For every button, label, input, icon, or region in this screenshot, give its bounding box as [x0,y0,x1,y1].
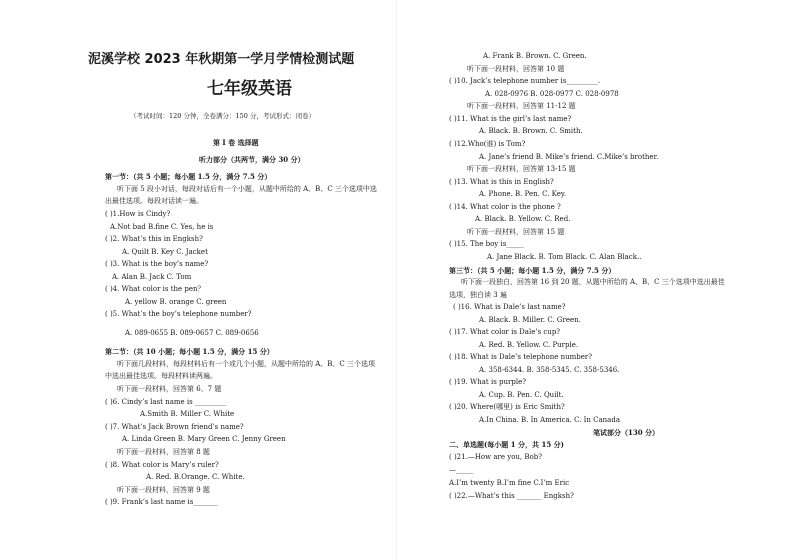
question-17-options: A. Red. B. Yellow. C. Purple. [479,341,579,349]
question-14-options: A. Black. B. Yellow. C. Red. [475,215,571,223]
section1-title: 第一节：（共 5 小题；每小题 1.5 分，满分 7.5 分） [105,172,272,181]
material-heading-10: 听下面一段材料，回答第 10 题 [467,65,565,73]
question-4: ( )4. What color is the pen？ [105,285,205,293]
section3-instruction-cont: 选项，独白读 3 遍 [449,291,507,299]
question-21-answer-blank: —_____ [449,466,474,474]
written-section-heading: 笔试部分（130 分） [593,428,660,437]
question-9-options: A. Frank B. Brown. C. Green. [483,52,587,60]
question-7: ( )7. What’s Jack Brown friend’s name? [105,423,244,431]
question-7-options: A. Linda Green B. Mary Green C. Jenny Green [122,435,286,443]
question-15: ( )15. The boy is_____ [449,240,524,248]
question-8-options: A. Red. B.Orange. C. White. [146,473,245,481]
question-13-options: A. Phone. B. Pen. C. Key. [479,190,567,198]
section2-instruction: 听下面几段材料，每段材料后有一个或几个小题，从题中所给的 A、B、C 三个选项 [117,360,376,368]
question-3-options: A. Alan B. Jack C. Tom [112,273,192,281]
question-4-options: A. yellow B. orange C. green [125,298,227,306]
section3-title: 第三节：（共 5 小题；每小题 1.5 分，满分 7.5 分） [449,266,616,275]
right-column [397,0,777,560]
material-heading-15: 听下面一段材料，回答第 15 题 [467,228,565,236]
section1-instruction: 听下面 5 段小对话，每段对话后有一个小题，从题中所给的 A、B、C 三个选项中选 [117,185,377,193]
listening-heading: 听力部分（共两节，满分 30 分） [199,155,305,164]
section1-instruction-cont: 出最佳选项。每段对话读一遍。 [105,197,203,205]
question-17: ( )17. What color is Dale’s cup? [449,328,561,336]
question-11-options: A. Black. B. Brown. C. Smith. [479,127,583,135]
question-3: ( )3. What is the boy’s name? [105,260,209,268]
question-1-options: A.Not bad B.fine C. Yes, he is [110,223,214,231]
question-6-options: A.Smith B. Miller C. White [140,410,235,418]
material-heading-11-12: 听下面一段材料，回答第 11-12 题 [467,102,576,110]
question-5-options: A. 089-0655 B. 089-0657 C. 089-0656 [125,329,259,337]
question-14: ( )14. What color is the phone ? [449,203,561,211]
exam-info: （考试时间：120 分钟，全卷满分：150 分，考试形式：闭卷） [130,112,315,120]
volume-heading: 第 I 卷 选择题 [213,138,259,147]
question-2-options: A. Quilt B. Key C. Jacket [122,248,208,256]
question-11: ( )11. What is the girl’s last name? [449,115,572,123]
question-18: ( )18. What is Dale’s telephone number? [449,353,593,361]
question-15-options: A. Jane Black. B. Tom Black. C. Alan Black.. [487,253,642,261]
question-22: ( )22.—What’s this _______ Engksh? [449,492,574,500]
material-heading-9: 听下面一段材料，回答第 9 题 [117,486,210,494]
question-5: ( )5. What’s the boy’s telephone number? [105,310,252,318]
question-20: ( )20. Where(哪里) is Eric Smith? [449,403,565,411]
question-18-options: A. 358-6344. B. 358-5345. C. 358-5346. [479,366,620,374]
question-1: ( )1.How is Cindy? [105,210,171,218]
left-column [0,0,380,560]
question-16: ( )16. What is Dale’s last name? [453,303,566,311]
question-21-options: A.I’m twenty B.I’m fine C.I’m Eric [449,479,570,487]
material-heading-13-15: 听下面一段材料，回答第 13-15 题 [467,165,576,173]
question-16-options: A. Black. B. Miller. C. Green. [479,316,581,324]
question-9: ( )9. Frank’s last name is_______ [105,498,218,506]
exam-title: 泥溪学校 2023 年秋期第一学月学情检测试题 [88,52,355,67]
section3-instruction: 听下面一段独白，回答第 16 到 20 题，从题中所给的 A、B、C 三个选项中选出最佳 [461,278,725,286]
question-21: ( )21.—How are you, Bob? [449,453,542,461]
question-13: ( )13. What is this in English? [449,178,554,186]
section2-title: 第二节：（共 10 小题；每小题 1.5 分，满分 15 分） [105,347,274,356]
question-20-options: A.In China. B. In America. C. In Canada [479,416,620,424]
question-10: ( )10. Jack’s telephone number is_________. [449,77,601,85]
question-2: ( )2. What’s this in Engksh? [105,235,203,243]
question-10-options: A. 028-0976 B. 028-0977 C. 028-0978 [485,90,619,98]
question-12: ( )12.Who(谁) is Tom? [449,140,526,148]
subject-title: 七年级英语 [207,79,292,99]
part2-title: 二、单选题(每小题 1 分，共 15 分) [449,440,564,449]
question-19: ( )19. What is purple? [449,378,526,386]
material-heading-8: 听下面一段材料，回答第 8 题 [117,448,210,456]
question-6: ( )6. Cindy’s last name is _________ [105,398,227,406]
question-8: ( )8. What color is Mary’s ruler? [105,461,219,469]
question-19-options: A. Cup. B. Pen. C. Quilt. [479,391,564,399]
question-12-options: A. Jane’s friend B. Mike’s friend. C.Mike’s brother. [479,153,659,161]
section2-instruction-cont: 中选出最佳选项。每段材料读两遍。 [105,372,217,380]
material-heading-6-7: 听下面一段材料，回答第 6、7 题 [117,385,222,393]
